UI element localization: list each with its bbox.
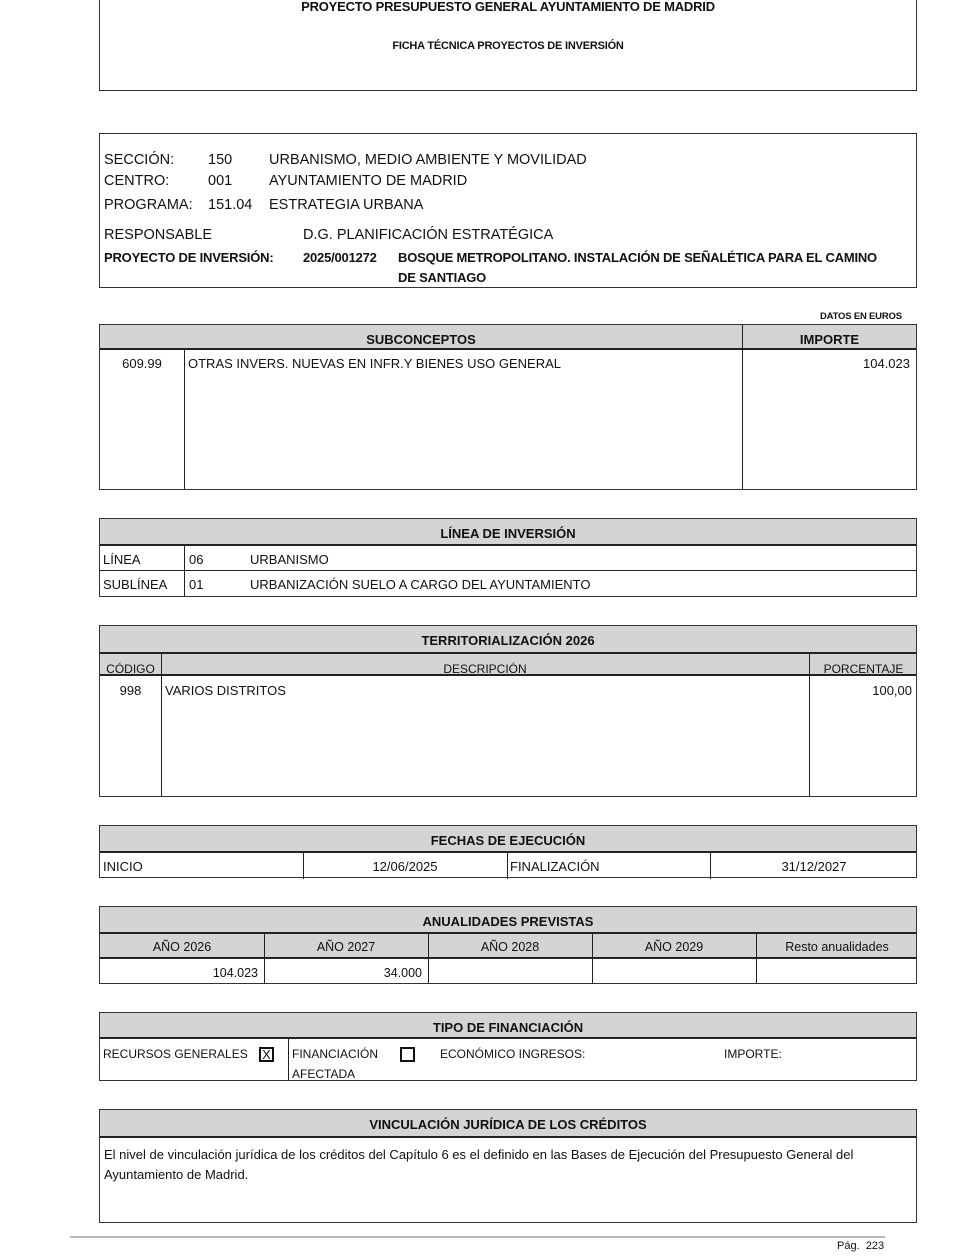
programa-name: ESTRATEGIA URBANA [269, 197, 424, 213]
col-resto: Resto anualidades [785, 940, 889, 954]
col-2029: AÑO 2029 [644, 940, 704, 954]
seccion-label: SECCIÓN: [104, 152, 175, 168]
document-subtitle: FICHA TÉCNICA PROYECTOS DE INVERSIÓN [392, 40, 624, 52]
subconceptos-table [99, 324, 917, 490]
territorio-description: VARIOS DISTRITOS [165, 683, 286, 698]
subconceptos-col-divider [184, 350, 185, 489]
territorializacion-table [99, 625, 917, 797]
economico-ingresos-label: ECONÓMICO INGRESOS: [440, 1047, 586, 1061]
vinculacion-header: VINCULACIÓN JURÍDICA DE LOS CRÉDITOS [100, 1110, 916, 1138]
territorio-porcentaje: 100,00 [872, 683, 912, 698]
footer-rule [70, 1236, 885, 1238]
col-porcentaje: PORCENTAJE [823, 662, 904, 676]
anualidades-columns [100, 934, 916, 959]
divider [428, 934, 429, 983]
linea-divider [184, 546, 185, 570]
vinculacion-table [99, 1109, 917, 1223]
inicio-date: 12/06/2025 [372, 859, 438, 874]
fin-date: 31/12/2027 [781, 859, 847, 874]
page-number: Pág. 223 [837, 1240, 885, 1252]
sublinea-divider [184, 571, 185, 596]
fin-label: FINALIZACIÓN [510, 859, 600, 874]
financiacion-header: TIPO DE FINANCIACIÓN [100, 1013, 916, 1039]
responsable-label: RESPONSABLE [104, 227, 212, 243]
financiacion-table [99, 1012, 917, 1081]
sublinea-name: URBANIZACIÓN SUELO A CARGO DEL AYUNTAMIENTO [250, 577, 591, 592]
porcentaje-divider [809, 654, 810, 796]
recursos-generales-checkbox[interactable]: X [259, 1047, 274, 1062]
project-info [99, 133, 917, 288]
sublinea-label: SUBLÍNEA [103, 577, 168, 592]
divider [756, 934, 757, 983]
seccion-name: URBANISMO, MEDIO AMBIENTE Y MOVILIDAD [269, 152, 587, 168]
inicio-label: INICIO [103, 859, 143, 874]
currency-note: DATOS EN EUROS [820, 311, 902, 322]
importe-label: IMPORTE: [724, 1047, 782, 1061]
divider [507, 853, 508, 879]
document-header [99, 0, 917, 91]
vinculacion-line-1: El nivel de vinculación jurídica de los créditos del Capítulo 6 es el definido en las Bases de Ejecución del Presupuesto General del [104, 1147, 854, 1162]
programa-code: 151.04 [208, 197, 253, 213]
responsable-name: D.G. PLANIFICACIÓN ESTRATÉGICA [303, 227, 554, 243]
value-2027: 34.000 [383, 966, 422, 980]
subconcepto-code: 609.99 [122, 356, 162, 371]
subconcepto-importe: 104.023 [863, 356, 910, 371]
value-2026: 104.023 [212, 966, 258, 980]
vinculacion-text [100, 1138, 916, 1192]
col-codigo: CÓDIGO [106, 662, 155, 676]
col-2028: AÑO 2028 [480, 940, 540, 954]
territorializacion-header: TERRITORIALIZACIÓN 2026 [100, 626, 916, 654]
subconcepto-description: OTRAS INVERS. NUEVAS EN INFR.Y BIENES USO GENERAL [188, 356, 561, 371]
anualidades-header: ANUALIDADES PREVISTAS [100, 907, 916, 934]
linea-inversion-header: LÍNEA DE INVERSIÓN [100, 519, 916, 546]
fechas-row [100, 853, 916, 879]
importe-header: IMPORTE [799, 332, 860, 347]
proyecto-code: 2025/001272 [303, 250, 377, 265]
fechas-header: FECHAS DE EJECUCIÓN [100, 826, 916, 853]
centro-name: AYUNTAMIENTO DE MADRID [269, 173, 468, 189]
sublinea-row [100, 571, 916, 596]
centro-label: CENTRO: [104, 173, 170, 189]
linea-row [100, 546, 916, 571]
territorio-code: 998 [119, 683, 142, 698]
centro-code: 001 [208, 173, 233, 189]
col-2026: AÑO 2026 [152, 940, 212, 954]
divider [288, 1039, 289, 1080]
document-title: PROYECTO PRESUPUESTO GENERAL AYUNTAMIENTO DE MADRID [301, 0, 715, 14]
linea-label: LÍNEA [103, 552, 141, 567]
col-2027: AÑO 2027 [316, 940, 376, 954]
col-descripcion: DESCRIPCIÓN [443, 662, 527, 676]
proyecto-name-line1: BOSQUE METROPOLITANO. INSTALACIÓN DE SEÑALÉTICA PARA EL CAMINO [398, 250, 877, 265]
proyecto-label: PROYECTO DE INVERSIÓN: [104, 250, 274, 265]
anualidades-table [99, 906, 917, 984]
codigo-divider [161, 654, 162, 796]
sublinea-code: 01 [189, 577, 204, 592]
seccion-code: 150 [208, 152, 233, 168]
financiacion-afectada-label-2: AFECTADA [292, 1067, 356, 1081]
territorializacion-columns [100, 654, 916, 676]
financiacion-afectada-checkbox[interactable] [400, 1047, 415, 1062]
divider [592, 934, 593, 983]
linea-name: URBANISMO [250, 552, 329, 567]
subconceptos-header-row [100, 325, 916, 350]
proyecto-name-line2: DE SANTIAGO [398, 270, 487, 285]
vinculacion-line-2: Ayuntamiento de Madrid. [104, 1167, 249, 1182]
financiacion-afectada-label: FINANCIACIÓN [292, 1047, 379, 1061]
importe-col-divider [742, 325, 743, 489]
linea-code: 06 [189, 552, 204, 567]
recursos-generales-label: RECURSOS GENERALES [103, 1047, 248, 1061]
fechas-table [99, 825, 917, 878]
linea-inversion-table [99, 518, 917, 597]
subconceptos-header: SUBCONCEPTOS [366, 332, 476, 347]
programa-label: PROGRAMA: [104, 197, 193, 213]
